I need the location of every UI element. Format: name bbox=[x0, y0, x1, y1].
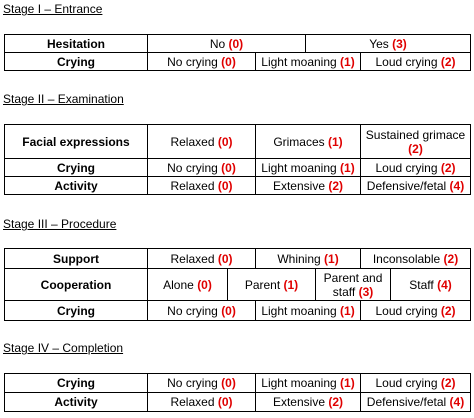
score-value: (0) bbox=[221, 303, 236, 318]
score-value: (3) bbox=[358, 284, 374, 299]
score-value: (0) bbox=[217, 134, 233, 149]
stage-2-table bbox=[4, 124, 471, 195]
option-cell: Relaxed (0) bbox=[148, 125, 256, 159]
option-cell: Sustained grimace (2) bbox=[361, 125, 471, 159]
table-row bbox=[5, 53, 471, 71]
option-cell: Light moaning (1) bbox=[256, 374, 361, 393]
table-row bbox=[5, 35, 471, 53]
score-value: (2) bbox=[328, 395, 344, 409]
score-value: (2) bbox=[440, 160, 456, 175]
option-cell: Light moaning (1) bbox=[256, 301, 361, 321]
row-label-crying: Crying bbox=[5, 159, 148, 177]
score-value: (4) bbox=[437, 277, 452, 292]
score-value: (0) bbox=[221, 376, 236, 390]
table-row bbox=[5, 249, 471, 269]
score-value: (1) bbox=[340, 54, 355, 69]
stage-1-title: Stage I – Entrance bbox=[3, 2, 103, 16]
score-value: (2) bbox=[440, 376, 456, 390]
option-cell: Extensive (2) bbox=[256, 393, 361, 412]
stage-2-title: Stage II – Examination bbox=[3, 92, 124, 106]
score-value: (0) bbox=[197, 277, 212, 292]
row-label-hesitation: Hesitation bbox=[5, 35, 148, 53]
stage-3-table bbox=[4, 248, 471, 321]
table-row bbox=[5, 393, 471, 412]
option-cell: Alone (0) bbox=[148, 269, 228, 301]
table-row bbox=[5, 125, 471, 159]
option-cell: Relaxed (0) bbox=[148, 249, 256, 269]
option-cell: Defensive/fetal (4) bbox=[361, 393, 471, 412]
row-label-facial-expressions: Facial expressions bbox=[5, 125, 148, 159]
score-value: (1) bbox=[328, 134, 343, 149]
option-cell: Parent (1) bbox=[228, 269, 316, 301]
table-row bbox=[5, 159, 471, 177]
option-cell: Relaxed (0) bbox=[148, 393, 256, 412]
score-value: (0) bbox=[228, 36, 244, 51]
option-cell: No crying (0) bbox=[148, 374, 256, 393]
score-value: (3) bbox=[392, 36, 407, 51]
score-value: (2) bbox=[440, 303, 456, 318]
score-value: (1) bbox=[283, 277, 299, 292]
option-cell: No crying (0) bbox=[148, 159, 256, 177]
option-cell: Yes (3) bbox=[306, 35, 471, 53]
option-cell: Extensive (2) bbox=[256, 177, 361, 195]
table-row bbox=[5, 269, 471, 301]
row-label-crying: Crying bbox=[5, 301, 148, 321]
row-label-crying: Crying bbox=[5, 53, 148, 71]
stage-1-table bbox=[4, 34, 471, 71]
row-label-activity: Activity bbox=[5, 393, 148, 412]
table-row bbox=[5, 374, 471, 393]
score-value: (0) bbox=[217, 178, 233, 193]
option-cell: Defensive/fetal (4) bbox=[361, 177, 471, 195]
option-cell: No crying (0) bbox=[148, 53, 256, 71]
score-value: (1) bbox=[324, 251, 339, 266]
option-cell: Relaxed (0) bbox=[148, 177, 256, 195]
row-label-crying: Crying bbox=[5, 374, 148, 393]
score-value: (2) bbox=[443, 251, 459, 266]
score-value: (1) bbox=[340, 160, 355, 175]
score-value: (0) bbox=[217, 251, 233, 266]
score-value: (0) bbox=[221, 160, 236, 175]
stage-3-title: Stage III – Procedure bbox=[3, 217, 117, 231]
row-label-activity: Activity bbox=[5, 177, 148, 195]
option-cell: Whining (1) bbox=[256, 249, 361, 269]
option-cell: No crying (0) bbox=[148, 301, 256, 321]
score-value: (4) bbox=[449, 178, 465, 193]
score-value: (0) bbox=[221, 54, 236, 69]
score-value: (2) bbox=[328, 178, 344, 193]
score-value: (1) bbox=[340, 376, 355, 390]
option-cell: Staff (4) bbox=[391, 269, 471, 301]
table-row bbox=[5, 301, 471, 321]
option-cell: Loud crying (2) bbox=[361, 159, 471, 177]
score-value: (0) bbox=[217, 395, 233, 409]
option-cell: Loud crying (2) bbox=[361, 53, 471, 71]
option-cell: Inconsolable (2) bbox=[361, 249, 471, 269]
option-cell: Loud crying (2) bbox=[361, 301, 471, 321]
option-cell: Parent and staff (3) bbox=[316, 269, 391, 301]
table-row bbox=[5, 177, 471, 195]
option-cell: Loud crying (2) bbox=[361, 374, 471, 393]
score-value: (4) bbox=[449, 395, 465, 409]
option-cell: Light moaning (1) bbox=[256, 53, 361, 71]
option-cell: Light moaning (1) bbox=[256, 159, 361, 177]
score-value: (2) bbox=[408, 141, 423, 156]
option-cell: Grimaces (1) bbox=[256, 125, 361, 159]
row-label-cooperation: Cooperation bbox=[5, 269, 148, 301]
stage-4-table bbox=[4, 373, 471, 412]
score-value: (1) bbox=[340, 303, 355, 318]
score-value: (2) bbox=[440, 54, 456, 69]
stage-4-title: Stage IV – Completion bbox=[3, 341, 124, 355]
option-cell: No (0) bbox=[148, 35, 306, 53]
row-label-support: Support bbox=[5, 249, 148, 269]
